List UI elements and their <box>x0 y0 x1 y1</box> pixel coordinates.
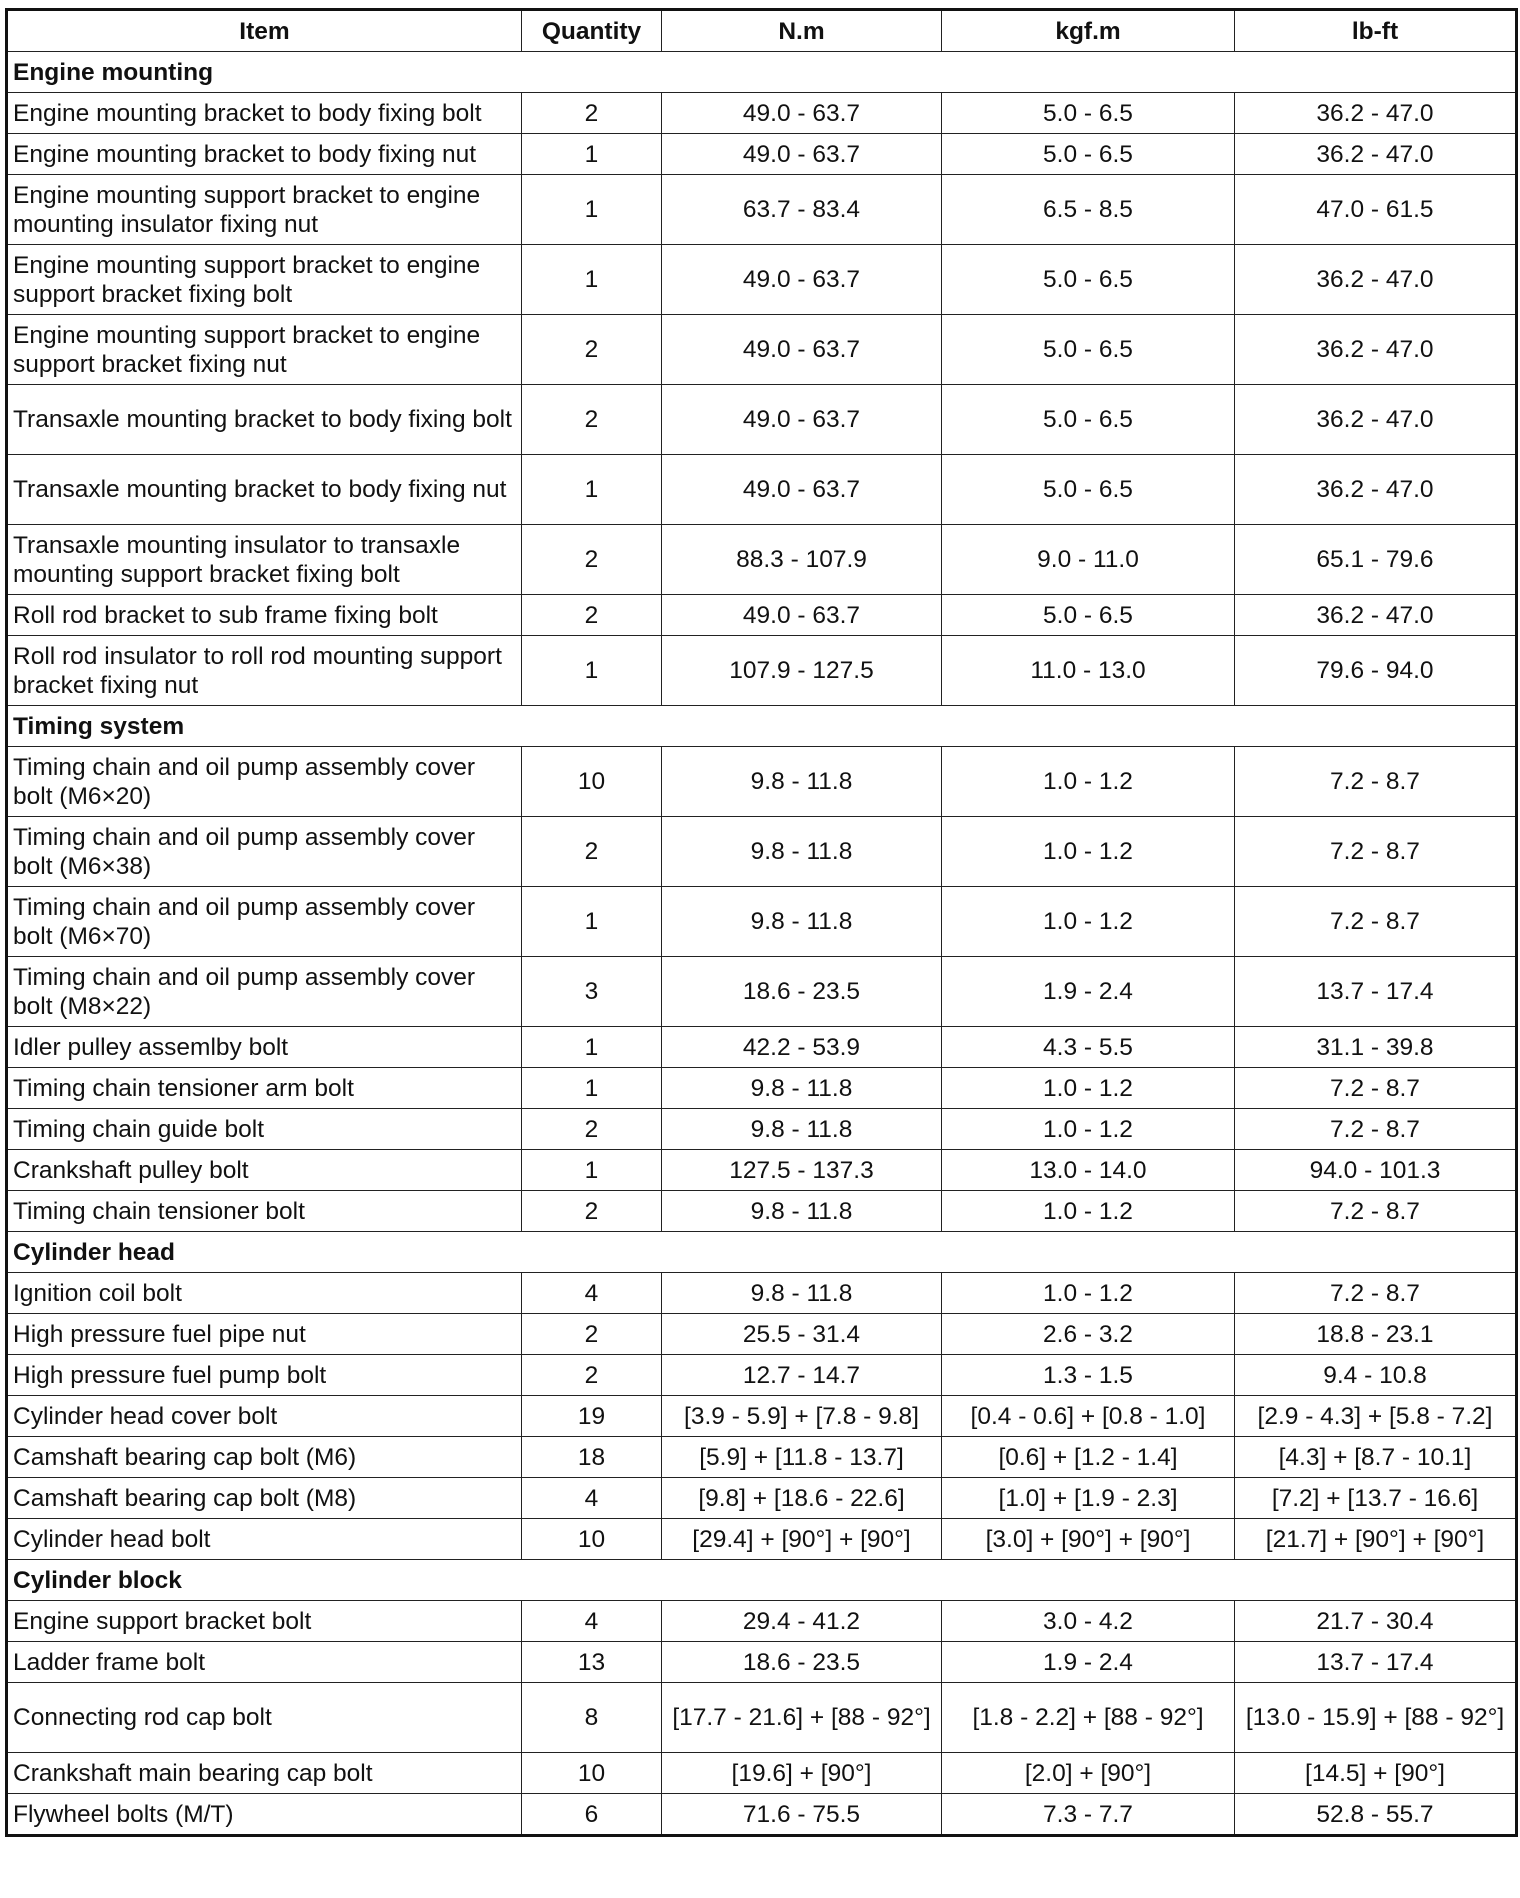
quantity-cell: 2 <box>522 1314 662 1355</box>
kgfm-cell: 3.0 - 4.2 <box>942 1601 1235 1642</box>
nm-cell: 63.7 - 83.4 <box>662 175 942 245</box>
lbft-cell: 7.2 - 8.7 <box>1235 1191 1517 1232</box>
header-item: Item <box>7 10 522 52</box>
nm-cell: 49.0 - 63.7 <box>662 245 942 315</box>
section-title: Engine mounting <box>7 52 1517 93</box>
quantity-cell: 18 <box>522 1437 662 1478</box>
table-row <box>7 525 1517 595</box>
quantity-cell: 10 <box>522 1753 662 1794</box>
lbft-cell: 31.1 - 39.8 <box>1235 1027 1517 1068</box>
table-row <box>7 1068 1517 1109</box>
nm-cell: 12.7 - 14.7 <box>662 1355 942 1396</box>
lbft-cell: [7.2] + [13.7 - 16.6] <box>1235 1478 1517 1519</box>
quantity-cell: 1 <box>522 1150 662 1191</box>
lbft-cell: 7.2 - 8.7 <box>1235 1109 1517 1150</box>
quantity-cell: 1 <box>522 455 662 525</box>
lbft-cell: 47.0 - 61.5 <box>1235 175 1517 245</box>
quantity-cell: 2 <box>522 595 662 636</box>
item-cell: Roll rod bracket to sub frame fixing bolt <box>7 595 522 636</box>
kgfm-cell: 2.6 - 3.2 <box>942 1314 1235 1355</box>
quantity-cell: 10 <box>522 1519 662 1560</box>
item-cell: Transaxle mounting insulator to transaxle mounting support bracket fixing bolt <box>7 525 522 595</box>
kgfm-cell: [1.0] + [1.9 - 2.3] <box>942 1478 1235 1519</box>
table-row <box>7 1027 1517 1068</box>
item-cell: Roll rod insulator to roll rod mounting support bracket fixing nut <box>7 636 522 706</box>
quantity-cell: 4 <box>522 1478 662 1519</box>
quantity-cell: 1 <box>522 134 662 175</box>
lbft-cell: 7.2 - 8.7 <box>1235 1273 1517 1314</box>
kgfm-cell: 1.0 - 1.2 <box>942 887 1235 957</box>
quantity-cell: 19 <box>522 1396 662 1437</box>
lbft-cell: 94.0 - 101.3 <box>1235 1150 1517 1191</box>
lbft-cell: 13.7 - 17.4 <box>1235 957 1517 1027</box>
item-cell: Engine support bracket bolt <box>7 1601 522 1642</box>
kgfm-cell: 1.0 - 1.2 <box>942 1191 1235 1232</box>
quantity-cell: 3 <box>522 957 662 1027</box>
nm-cell: 49.0 - 63.7 <box>662 134 942 175</box>
quantity-cell: 2 <box>522 1355 662 1396</box>
nm-cell: 49.0 - 63.7 <box>662 93 942 134</box>
table-row <box>7 175 1517 245</box>
nm-cell: [9.8] + [18.6 - 22.6] <box>662 1478 942 1519</box>
table-row <box>7 1601 1517 1642</box>
kgfm-cell: 1.9 - 2.4 <box>942 957 1235 1027</box>
item-cell: Idler pulley assemlby bolt <box>7 1027 522 1068</box>
table-row <box>7 1273 1517 1314</box>
lbft-cell: [2.9 - 4.3] + [5.8 - 7.2] <box>1235 1396 1517 1437</box>
nm-cell: 42.2 - 53.9 <box>662 1027 942 1068</box>
table-row <box>7 1109 1517 1150</box>
quantity-cell: 2 <box>522 93 662 134</box>
nm-cell: 127.5 - 137.3 <box>662 1150 942 1191</box>
table-row <box>7 1642 1517 1683</box>
nm-cell: [17.7 - 21.6] + [88 - 92°] <box>662 1683 942 1753</box>
section-title: Cylinder head <box>7 1232 1517 1273</box>
item-cell: Transaxle mounting bracket to body fixing nut <box>7 455 522 525</box>
table-row <box>7 747 1517 817</box>
item-cell: Engine mounting support bracket to engine support bracket fixing nut <box>7 315 522 385</box>
kgfm-cell: 5.0 - 6.5 <box>942 315 1235 385</box>
item-cell: Timing chain and oil pump assembly cover bolt (M6×38) <box>7 817 522 887</box>
item-cell: Camshaft bearing cap bolt (M6) <box>7 1437 522 1478</box>
nm-cell: 71.6 - 75.5 <box>662 1794 942 1836</box>
item-cell: Ladder frame bolt <box>7 1642 522 1683</box>
quantity-cell: 1 <box>522 1027 662 1068</box>
item-cell: Timing chain tensioner bolt <box>7 1191 522 1232</box>
kgfm-cell: [3.0] + [90°] + [90°] <box>942 1519 1235 1560</box>
item-cell: Engine mounting support bracket to engine mounting insulator fixing nut <box>7 175 522 245</box>
kgfm-cell: 1.0 - 1.2 <box>942 1068 1235 1109</box>
lbft-cell: 79.6 - 94.0 <box>1235 636 1517 706</box>
lbft-cell: 36.2 - 47.0 <box>1235 134 1517 175</box>
kgfm-cell: 5.0 - 6.5 <box>942 455 1235 525</box>
nm-cell: [5.9] + [11.8 - 13.7] <box>662 1437 942 1478</box>
table-row <box>7 1314 1517 1355</box>
lbft-cell: 36.2 - 47.0 <box>1235 245 1517 315</box>
item-cell: Transaxle mounting bracket to body fixing bolt <box>7 385 522 455</box>
nm-cell: [3.9 - 5.9] + [7.8 - 9.8] <box>662 1396 942 1437</box>
nm-cell: 29.4 - 41.2 <box>662 1601 942 1642</box>
lbft-cell: 13.7 - 17.4 <box>1235 1642 1517 1683</box>
header-kgfm: kgf.m <box>942 10 1235 52</box>
nm-cell: 49.0 - 63.7 <box>662 595 942 636</box>
kgfm-cell: [2.0] + [90°] <box>942 1753 1235 1794</box>
quantity-cell: 2 <box>522 385 662 455</box>
item-cell: Timing chain and oil pump assembly cover bolt (M6×70) <box>7 887 522 957</box>
header-lbft: lb-ft <box>1235 10 1517 52</box>
quantity-cell: 8 <box>522 1683 662 1753</box>
lbft-cell: 36.2 - 47.0 <box>1235 93 1517 134</box>
table-row <box>7 817 1517 887</box>
nm-cell: 9.8 - 11.8 <box>662 1273 942 1314</box>
quantity-cell: 4 <box>522 1273 662 1314</box>
kgfm-cell: 1.3 - 1.5 <box>942 1355 1235 1396</box>
kgfm-cell: 7.3 - 7.7 <box>942 1794 1235 1836</box>
table-row <box>7 1519 1517 1560</box>
lbft-cell: 36.2 - 47.0 <box>1235 385 1517 455</box>
lbft-cell: 7.2 - 8.7 <box>1235 817 1517 887</box>
table-row <box>7 595 1517 636</box>
lbft-cell: 9.4 - 10.8 <box>1235 1355 1517 1396</box>
lbft-cell: 7.2 - 8.7 <box>1235 1068 1517 1109</box>
quantity-cell: 1 <box>522 887 662 957</box>
header-nm: N.m <box>662 10 942 52</box>
section-title: Timing system <box>7 706 1517 747</box>
lbft-cell: 36.2 - 47.0 <box>1235 455 1517 525</box>
lbft-cell: [14.5] + [90°] <box>1235 1753 1517 1794</box>
header-quantity: Quantity <box>522 10 662 52</box>
kgfm-cell: 1.0 - 1.2 <box>942 1273 1235 1314</box>
item-cell: Cylinder head cover bolt <box>7 1396 522 1437</box>
kgfm-cell: [1.8 - 2.2] + [88 - 92°] <box>942 1683 1235 1753</box>
quantity-cell: 13 <box>522 1642 662 1683</box>
section-row <box>7 1560 1517 1601</box>
table-row <box>7 93 1517 134</box>
nm-cell: 9.8 - 11.8 <box>662 747 942 817</box>
section-title: Cylinder block <box>7 1560 1517 1601</box>
torque-spec-document <box>5 8 1515 1837</box>
nm-cell: 9.8 - 11.8 <box>662 887 942 957</box>
lbft-cell: 65.1 - 79.6 <box>1235 525 1517 595</box>
kgfm-cell: 6.5 - 8.5 <box>942 175 1235 245</box>
lbft-cell: 18.8 - 23.1 <box>1235 1314 1517 1355</box>
table-row <box>7 134 1517 175</box>
quantity-cell: 6 <box>522 1794 662 1836</box>
item-cell: High pressure fuel pipe nut <box>7 1314 522 1355</box>
quantity-cell: 1 <box>522 1068 662 1109</box>
quantity-cell: 2 <box>522 525 662 595</box>
table-row <box>7 1683 1517 1753</box>
kgfm-cell: 11.0 - 13.0 <box>942 636 1235 706</box>
table-row <box>7 957 1517 1027</box>
item-cell: Engine mounting bracket to body fixing bolt <box>7 93 522 134</box>
table-row <box>7 245 1517 315</box>
table-body <box>7 52 1517 1836</box>
item-cell: Flywheel bolts (M/T) <box>7 1794 522 1836</box>
quantity-cell: 1 <box>522 175 662 245</box>
table-row <box>7 1191 1517 1232</box>
item-cell: Timing chain tensioner arm bolt <box>7 1068 522 1109</box>
item-cell: Timing chain guide bolt <box>7 1109 522 1150</box>
quantity-cell: 1 <box>522 245 662 315</box>
table-row <box>7 1437 1517 1478</box>
lbft-cell: 7.2 - 8.7 <box>1235 887 1517 957</box>
table-row <box>7 636 1517 706</box>
kgfm-cell: [0.4 - 0.6] + [0.8 - 1.0] <box>942 1396 1235 1437</box>
nm-cell: 18.6 - 23.5 <box>662 957 942 1027</box>
quantity-cell: 4 <box>522 1601 662 1642</box>
kgfm-cell: 5.0 - 6.5 <box>942 134 1235 175</box>
kgfm-cell: [0.6] + [1.2 - 1.4] <box>942 1437 1235 1478</box>
item-cell: Camshaft bearing cap bolt (M8) <box>7 1478 522 1519</box>
section-row <box>7 1232 1517 1273</box>
table-row <box>7 455 1517 525</box>
item-cell: Connecting rod cap bolt <box>7 1683 522 1753</box>
kgfm-cell: 9.0 - 11.0 <box>942 525 1235 595</box>
nm-cell: 25.5 - 31.4 <box>662 1314 942 1355</box>
kgfm-cell: 1.0 - 1.2 <box>942 747 1235 817</box>
lbft-cell: 7.2 - 8.7 <box>1235 747 1517 817</box>
table-row <box>7 1794 1517 1836</box>
kgfm-cell: 13.0 - 14.0 <box>942 1150 1235 1191</box>
quantity-cell: 1 <box>522 636 662 706</box>
item-cell: High pressure fuel pump bolt <box>7 1355 522 1396</box>
lbft-cell: 21.7 - 30.4 <box>1235 1601 1517 1642</box>
nm-cell: 9.8 - 11.8 <box>662 817 942 887</box>
header-row <box>7 10 1517 52</box>
lbft-cell: [13.0 - 15.9] + [88 - 92°] <box>1235 1683 1517 1753</box>
table-row <box>7 315 1517 385</box>
item-cell: Timing chain and oil pump assembly cover bolt (M6×20) <box>7 747 522 817</box>
table-row <box>7 887 1517 957</box>
item-cell: Engine mounting bracket to body fixing nut <box>7 134 522 175</box>
quantity-cell: 2 <box>522 1191 662 1232</box>
lbft-cell: 36.2 - 47.0 <box>1235 315 1517 385</box>
kgfm-cell: 1.9 - 2.4 <box>942 1642 1235 1683</box>
kgfm-cell: 4.3 - 5.5 <box>942 1027 1235 1068</box>
nm-cell: [29.4] + [90°] + [90°] <box>662 1519 942 1560</box>
nm-cell: 49.0 - 63.7 <box>662 385 942 455</box>
item-cell: Timing chain and oil pump assembly cover bolt (M8×22) <box>7 957 522 1027</box>
item-cell: Ignition coil bolt <box>7 1273 522 1314</box>
kgfm-cell: 5.0 - 6.5 <box>942 93 1235 134</box>
nm-cell: 49.0 - 63.7 <box>662 455 942 525</box>
nm-cell: 107.9 - 127.5 <box>662 636 942 706</box>
lbft-cell: [21.7] + [90°] + [90°] <box>1235 1519 1517 1560</box>
quantity-cell: 10 <box>522 747 662 817</box>
table-row <box>7 1150 1517 1191</box>
kgfm-cell: 5.0 - 6.5 <box>942 385 1235 455</box>
nm-cell: 9.8 - 11.8 <box>662 1068 942 1109</box>
table-row <box>7 385 1517 455</box>
nm-cell: 9.8 - 11.8 <box>662 1109 942 1150</box>
kgfm-cell: 5.0 - 6.5 <box>942 595 1235 636</box>
lbft-cell: 36.2 - 47.0 <box>1235 595 1517 636</box>
nm-cell: 9.8 - 11.8 <box>662 1191 942 1232</box>
table-row <box>7 1396 1517 1437</box>
nm-cell: 18.6 - 23.5 <box>662 1642 942 1683</box>
item-cell: Crankshaft main bearing cap bolt <box>7 1753 522 1794</box>
quantity-cell: 2 <box>522 1109 662 1150</box>
table-row <box>7 1753 1517 1794</box>
table-row <box>7 1478 1517 1519</box>
item-cell: Cylinder head bolt <box>7 1519 522 1560</box>
quantity-cell: 2 <box>522 315 662 385</box>
torque-spec-table <box>5 8 1518 1837</box>
quantity-cell: 2 <box>522 817 662 887</box>
kgfm-cell: 1.0 - 1.2 <box>942 1109 1235 1150</box>
nm-cell: 49.0 - 63.7 <box>662 315 942 385</box>
nm-cell: [19.6] + [90°] <box>662 1753 942 1794</box>
section-row <box>7 52 1517 93</box>
kgfm-cell: 1.0 - 1.2 <box>942 817 1235 887</box>
table-row <box>7 1355 1517 1396</box>
item-cell: Engine mounting support bracket to engine support bracket fixing bolt <box>7 245 522 315</box>
nm-cell: 88.3 - 107.9 <box>662 525 942 595</box>
kgfm-cell: 5.0 - 6.5 <box>942 245 1235 315</box>
section-row <box>7 706 1517 747</box>
lbft-cell: [4.3] + [8.7 - 10.1] <box>1235 1437 1517 1478</box>
lbft-cell: 52.8 - 55.7 <box>1235 1794 1517 1836</box>
item-cell: Crankshaft pulley bolt <box>7 1150 522 1191</box>
